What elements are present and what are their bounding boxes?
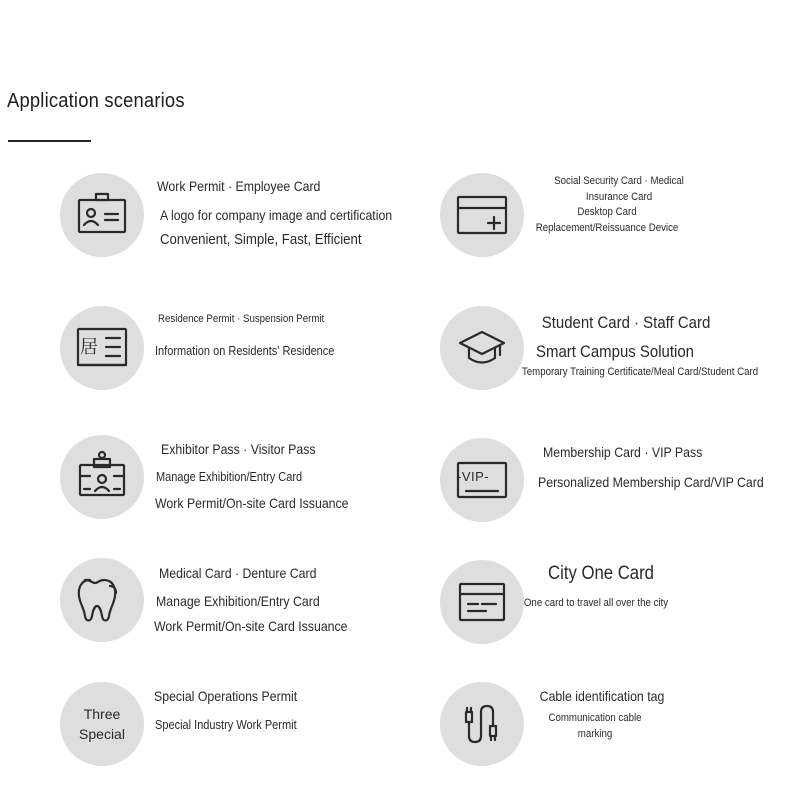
item-line: Special Industry Work Permit — [155, 718, 297, 732]
graduation-cap-icon — [440, 306, 524, 390]
item-line: Personalized Membership Card/VIP Card — [538, 474, 764, 490]
item-title: Cable identification tag — [539, 688, 665, 704]
transit-card-icon — [440, 560, 524, 644]
item-line: Smart Campus Solution — [536, 342, 694, 361]
item-line: marking — [577, 728, 613, 740]
id-badge-icon — [60, 173, 144, 257]
three-special-icon — [60, 682, 144, 766]
item-line: Work Permit/On-site Card Issuance — [155, 495, 349, 511]
item-line: A logo for company image and certification — [160, 207, 393, 223]
item-line: Desktop Card Replacement/Reissuance Device — [535, 206, 679, 234]
page-title: Application scenarios — [7, 90, 185, 112]
item-line: Temporary Training Certificate/Meal Card/Student Card — [521, 366, 759, 378]
item-title: Student Card · Staff Card — [541, 313, 711, 332]
item-title: Social Security Card · Medical Insurance Card — [554, 175, 684, 203]
item-title: Residence Permit · Suspension Permit — [158, 313, 325, 325]
item-title: Membership Card · VIP Pass — [543, 444, 703, 460]
item-line: Work Permit/On-site Card Issuance — [154, 618, 348, 634]
cable-icon — [440, 682, 524, 766]
vip-glyph: -VIP- — [457, 469, 490, 484]
icon-text-line: Special — [79, 726, 125, 742]
card-plus-icon — [440, 173, 524, 257]
item-title: City One Card — [548, 563, 654, 584]
item-line: Information on Residents' Residence — [155, 344, 335, 358]
item-title: Exhibitor Pass · Visitor Pass — [161, 441, 316, 457]
residence-card-icon — [60, 306, 144, 390]
item-line: One card to travel all over the city — [523, 597, 669, 609]
item-line: Manage Exhibition/Entry Card — [156, 593, 320, 609]
item-title: Medical Card · Denture Card — [159, 565, 317, 581]
tooth-icon — [60, 558, 144, 642]
item-line: Communication cable — [548, 712, 642, 724]
item-title: Special Operations Permit — [154, 688, 298, 704]
vip-card-icon — [440, 438, 524, 522]
residence-glyph: 居 — [80, 337, 98, 358]
title-underline — [8, 140, 91, 142]
item-title: Work Permit · Employee Card — [157, 178, 321, 194]
hanging-badge-icon — [60, 435, 144, 519]
icon-text-line: Three — [83, 706, 121, 722]
item-line: Convenient, Simple, Fast, Efficient — [160, 231, 362, 248]
item-line: Manage Exhibition/Entry Card — [156, 470, 303, 484]
